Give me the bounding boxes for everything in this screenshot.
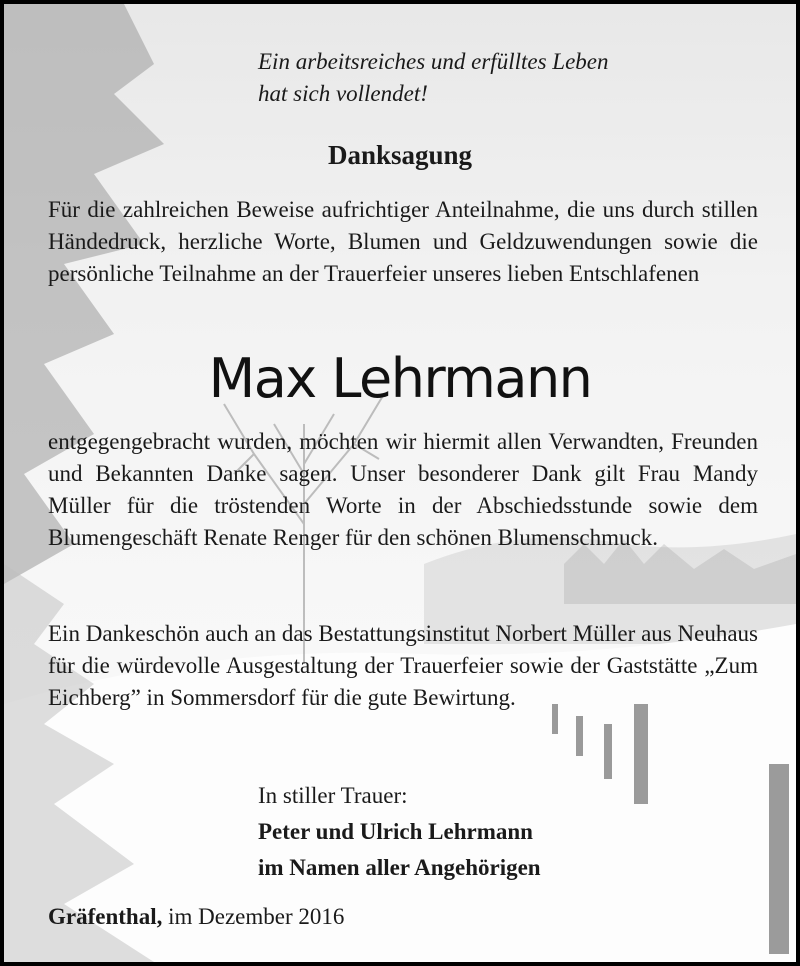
place-town: Gräfenthal, — [48, 904, 163, 929]
thanks-paragraph-2: entgegengebracht wurden, möchten wir hiermit allen Verwandten, Freunden und Bekannten Danke sagen. Unser besonderer Dank gilt Frau Mandy Müller für die tröstenden Worte in der Abschiedsstunde sowie dem Blumengeschäft Renate Renger für den schönen Blumenschmuck. — [48, 429, 758, 550]
thanks-paragraph-3: Ein Dankeschön auch an das Bestattungsinstitut Norbert Müller aus Neuhaus für die würdevolle Ausgestaltung der Trauerfeier sowie der Gaststätte „Zum Eichberg” in Sommersdorf für die gute Bewirtung. — [48, 621, 758, 710]
heading: Danksagung — [327, 140, 473, 170]
place-and-date — [48, 902, 344, 932]
motto — [258, 46, 608, 110]
closing-block — [258, 778, 541, 886]
motto-line-1: Ein arbeitsreiches und erfülltes Leben — [258, 49, 609, 74]
mourner-family: im Namen aller Angehörigen — [258, 855, 541, 880]
closing-intro: In stiller Trauer: — [258, 783, 408, 808]
place-date: im Dezember 2016 — [168, 904, 345, 929]
mourner-names: Peter und Ulrich Lehrmann — [258, 819, 533, 844]
obituary-content — [4, 4, 796, 962]
motto-line-2: hat sich vollendet! — [258, 81, 428, 106]
thanks-paragraph-1: Für die zahlreichen Beweise aufrichtiger Anteilnahme, die uns durch stillen Händedruck, herzliche Worte, Blumen und Geldzuwendungen sowie die persönliche Teilnahme an der Trauerfeier unseres lieben Entschlafenen — [48, 197, 758, 286]
deceased-name: Max Lehrmann — [208, 347, 592, 410]
